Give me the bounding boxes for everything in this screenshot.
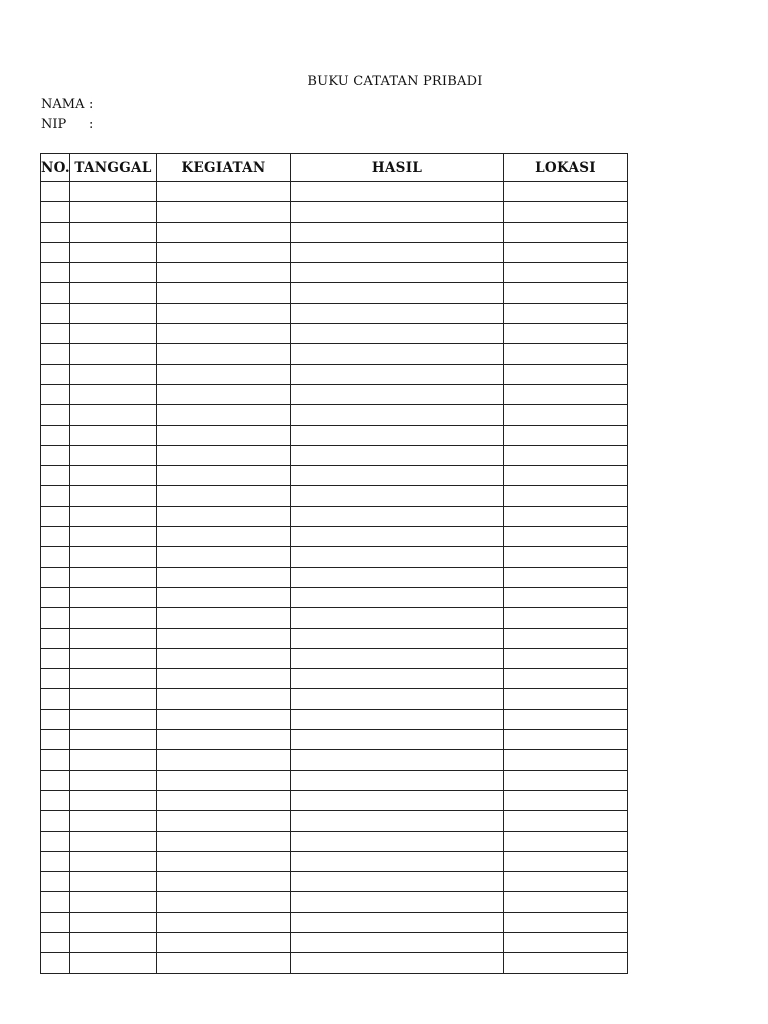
cell-no — [41, 689, 70, 709]
cell-no — [41, 425, 70, 445]
cell-hasil — [291, 648, 504, 668]
cell-tanggal — [70, 912, 157, 932]
cell-kegiatan — [157, 709, 291, 729]
table-row — [41, 324, 628, 344]
cell-hasil — [291, 669, 504, 689]
cell-lokasi — [504, 324, 628, 344]
cell-no — [41, 486, 70, 506]
cell-tanggal — [70, 202, 157, 222]
cell-hasil — [291, 506, 504, 526]
cell-hasil — [291, 730, 504, 750]
cell-hasil — [291, 445, 504, 465]
cell-no — [41, 182, 70, 202]
cell-no — [41, 932, 70, 952]
cell-tanggal — [70, 648, 157, 668]
cell-no — [41, 953, 70, 973]
cell-no — [41, 648, 70, 668]
cell-lokasi — [504, 303, 628, 323]
cell-lokasi — [504, 770, 628, 790]
cell-tanggal — [70, 750, 157, 770]
cell-no — [41, 567, 70, 587]
cell-hasil — [291, 811, 504, 831]
cell-tanggal — [70, 283, 157, 303]
cell-hasil — [291, 547, 504, 567]
table-row — [41, 831, 628, 851]
cell-kegiatan — [157, 242, 291, 262]
cell-hasil — [291, 953, 504, 973]
cell-hasil — [291, 466, 504, 486]
cell-no — [41, 730, 70, 750]
cell-kegiatan — [157, 932, 291, 952]
cell-hasil — [291, 608, 504, 628]
cell-no — [41, 608, 70, 628]
cell-kegiatan — [157, 953, 291, 973]
cell-kegiatan — [157, 405, 291, 425]
cell-no — [41, 324, 70, 344]
cell-tanggal — [70, 384, 157, 404]
cell-tanggal — [70, 344, 157, 364]
cell-hasil — [291, 222, 504, 242]
cell-lokasi — [504, 344, 628, 364]
cell-lokasi — [504, 202, 628, 222]
table-row — [41, 648, 628, 668]
cell-kegiatan — [157, 344, 291, 364]
cell-no — [41, 303, 70, 323]
cell-lokasi — [504, 384, 628, 404]
cell-no — [41, 811, 70, 831]
cell-no — [41, 628, 70, 648]
cell-no — [41, 222, 70, 242]
cell-hasil — [291, 689, 504, 709]
table-row — [41, 445, 628, 465]
table-row — [41, 263, 628, 283]
cell-lokasi — [504, 263, 628, 283]
table-row — [41, 932, 628, 952]
table-row — [41, 628, 628, 648]
cell-no — [41, 466, 70, 486]
cell-tanggal — [70, 932, 157, 952]
cell-lokasi — [504, 953, 628, 973]
cell-tanggal — [70, 547, 157, 567]
cell-kegiatan — [157, 689, 291, 709]
cell-kegiatan — [157, 222, 291, 242]
cell-lokasi — [504, 587, 628, 607]
nip-field-row — [41, 117, 93, 133]
cell-lokasi — [504, 628, 628, 648]
cell-tanggal — [70, 242, 157, 262]
cell-lokasi — [504, 892, 628, 912]
cell-hasil — [291, 283, 504, 303]
cell-tanggal — [70, 953, 157, 973]
cell-tanggal — [70, 770, 157, 790]
cell-lokasi — [504, 425, 628, 445]
cell-hasil — [291, 709, 504, 729]
nip-field-label: NIP — [41, 117, 67, 132]
cell-kegiatan — [157, 303, 291, 323]
cell-lokasi — [504, 790, 628, 810]
cell-tanggal — [70, 689, 157, 709]
cell-lokasi — [504, 709, 628, 729]
cell-tanggal — [70, 303, 157, 323]
cell-no — [41, 709, 70, 729]
cell-tanggal — [70, 872, 157, 892]
cell-tanggal — [70, 445, 157, 465]
cell-lokasi — [504, 547, 628, 567]
table-row — [41, 790, 628, 810]
cell-kegiatan — [157, 912, 291, 932]
cell-kegiatan — [157, 324, 291, 344]
cell-kegiatan — [157, 669, 291, 689]
table-row — [41, 283, 628, 303]
table-row — [41, 384, 628, 404]
cell-no — [41, 750, 70, 770]
cell-kegiatan — [157, 831, 291, 851]
cell-kegiatan — [157, 202, 291, 222]
cell-tanggal — [70, 790, 157, 810]
cell-lokasi — [504, 405, 628, 425]
cell-kegiatan — [157, 466, 291, 486]
cell-lokasi — [504, 872, 628, 892]
cell-kegiatan — [157, 892, 291, 912]
cell-lokasi — [504, 851, 628, 871]
cell-no — [41, 912, 70, 932]
table-row — [41, 689, 628, 709]
cell-kegiatan — [157, 608, 291, 628]
cell-lokasi — [504, 364, 628, 384]
cell-hasil — [291, 527, 504, 547]
table-row — [41, 669, 628, 689]
cell-hasil — [291, 405, 504, 425]
table-row — [41, 567, 628, 587]
cell-kegiatan — [157, 486, 291, 506]
cell-tanggal — [70, 425, 157, 445]
cell-no — [41, 263, 70, 283]
table-row — [41, 872, 628, 892]
cell-kegiatan — [157, 547, 291, 567]
cell-hasil — [291, 202, 504, 222]
cell-kegiatan — [157, 811, 291, 831]
cell-kegiatan — [157, 263, 291, 283]
cell-kegiatan — [157, 770, 291, 790]
cell-no — [41, 506, 70, 526]
cell-tanggal — [70, 364, 157, 384]
cell-hasil — [291, 831, 504, 851]
cell-hasil — [291, 790, 504, 810]
cell-lokasi — [504, 750, 628, 770]
cell-tanggal — [70, 831, 157, 851]
name-field-label: NAMA — [41, 97, 85, 112]
cell-no — [41, 283, 70, 303]
cell-kegiatan — [157, 283, 291, 303]
cell-no — [41, 669, 70, 689]
column-header-hasil: HASIL — [291, 154, 504, 182]
cell-lokasi — [504, 182, 628, 202]
cell-kegiatan — [157, 648, 291, 668]
cell-no — [41, 770, 70, 790]
cell-no — [41, 202, 70, 222]
table-row — [41, 608, 628, 628]
cell-kegiatan — [157, 425, 291, 445]
cell-no — [41, 790, 70, 810]
table-row — [41, 506, 628, 526]
cell-tanggal — [70, 182, 157, 202]
cell-hasil — [291, 750, 504, 770]
cell-hasil — [291, 364, 504, 384]
cell-hasil — [291, 344, 504, 364]
cell-hasil — [291, 263, 504, 283]
table-row — [41, 344, 628, 364]
cell-lokasi — [504, 486, 628, 506]
table-row — [41, 182, 628, 202]
cell-hasil — [291, 384, 504, 404]
cell-hasil — [291, 587, 504, 607]
table-row — [41, 587, 628, 607]
table-row — [41, 486, 628, 506]
cell-kegiatan — [157, 851, 291, 871]
cell-tanggal — [70, 892, 157, 912]
cell-kegiatan — [157, 750, 291, 770]
cell-hasil — [291, 486, 504, 506]
cell-lokasi — [504, 811, 628, 831]
table-row — [41, 202, 628, 222]
table-row — [41, 547, 628, 567]
cell-kegiatan — [157, 872, 291, 892]
cell-lokasi — [504, 831, 628, 851]
cell-lokasi — [504, 912, 628, 932]
cell-no — [41, 851, 70, 871]
cell-tanggal — [70, 263, 157, 283]
column-header-kegiatan: KEGIATAN — [157, 154, 291, 182]
cell-no — [41, 364, 70, 384]
table-row — [41, 892, 628, 912]
cell-hasil — [291, 851, 504, 871]
column-header-tanggal: TANGGAL — [70, 154, 157, 182]
cell-lokasi — [504, 222, 628, 242]
cell-kegiatan — [157, 384, 291, 404]
cell-tanggal — [70, 811, 157, 831]
table-row — [41, 770, 628, 790]
table-row — [41, 912, 628, 932]
cell-kegiatan — [157, 730, 291, 750]
cell-lokasi — [504, 527, 628, 547]
name-field-row — [41, 97, 93, 113]
cell-lokasi — [504, 648, 628, 668]
column-header-no: NO. — [41, 154, 70, 182]
cell-hasil — [291, 770, 504, 790]
table-row — [41, 303, 628, 323]
table-row — [41, 851, 628, 871]
cell-no — [41, 445, 70, 465]
cell-no — [41, 547, 70, 567]
table-header-row — [41, 154, 628, 182]
cell-lokasi — [504, 283, 628, 303]
table-row — [41, 953, 628, 973]
cell-lokasi — [504, 506, 628, 526]
cell-tanggal — [70, 851, 157, 871]
cell-hasil — [291, 567, 504, 587]
cell-tanggal — [70, 567, 157, 587]
cell-kegiatan — [157, 182, 291, 202]
cell-kegiatan — [157, 628, 291, 648]
cell-lokasi — [504, 445, 628, 465]
cell-hasil — [291, 872, 504, 892]
cell-hasil — [291, 912, 504, 932]
cell-kegiatan — [157, 364, 291, 384]
cell-lokasi — [504, 689, 628, 709]
table-row — [41, 750, 628, 770]
cell-lokasi — [504, 466, 628, 486]
cell-lokasi — [504, 567, 628, 587]
cell-tanggal — [70, 709, 157, 729]
column-header-lokasi: LOKASI — [504, 154, 628, 182]
nip-field-separator: : — [89, 117, 94, 132]
cell-tanggal — [70, 324, 157, 344]
cell-kegiatan — [157, 527, 291, 547]
cell-tanggal — [70, 730, 157, 750]
cell-hasil — [291, 324, 504, 344]
cell-no — [41, 344, 70, 364]
cell-lokasi — [504, 608, 628, 628]
cell-hasil — [291, 242, 504, 262]
cell-kegiatan — [157, 567, 291, 587]
table-row — [41, 466, 628, 486]
cell-hasil — [291, 182, 504, 202]
cell-no — [41, 384, 70, 404]
cell-tanggal — [70, 486, 157, 506]
cell-tanggal — [70, 587, 157, 607]
cell-tanggal — [70, 527, 157, 547]
cell-kegiatan — [157, 506, 291, 526]
cell-kegiatan — [157, 445, 291, 465]
table-row — [41, 222, 628, 242]
table-row — [41, 364, 628, 384]
table-row — [41, 242, 628, 262]
name-field-separator: : — [89, 97, 94, 112]
cell-tanggal — [70, 608, 157, 628]
cell-tanggal — [70, 506, 157, 526]
document-title: BUKU CATATAN PRIBADI — [307, 74, 483, 89]
table-body — [41, 182, 628, 974]
cell-hasil — [291, 892, 504, 912]
cell-lokasi — [504, 242, 628, 262]
cell-hasil — [291, 628, 504, 648]
cell-no — [41, 892, 70, 912]
table-row — [41, 730, 628, 750]
cell-lokasi — [504, 932, 628, 952]
cell-hasil — [291, 425, 504, 445]
cell-no — [41, 831, 70, 851]
cell-no — [41, 527, 70, 547]
cell-lokasi — [504, 669, 628, 689]
cell-no — [41, 587, 70, 607]
cell-tanggal — [70, 669, 157, 689]
cell-no — [41, 242, 70, 262]
cell-tanggal — [70, 222, 157, 242]
cell-no — [41, 405, 70, 425]
cell-kegiatan — [157, 790, 291, 810]
cell-tanggal — [70, 628, 157, 648]
table-row — [41, 405, 628, 425]
activity-log-table — [40, 153, 628, 974]
table-row — [41, 811, 628, 831]
cell-tanggal — [70, 405, 157, 425]
cell-no — [41, 872, 70, 892]
table-row — [41, 425, 628, 445]
cell-tanggal — [70, 466, 157, 486]
cell-kegiatan — [157, 587, 291, 607]
cell-hasil — [291, 932, 504, 952]
table-row — [41, 527, 628, 547]
cell-hasil — [291, 303, 504, 323]
table-row — [41, 709, 628, 729]
cell-lokasi — [504, 730, 628, 750]
